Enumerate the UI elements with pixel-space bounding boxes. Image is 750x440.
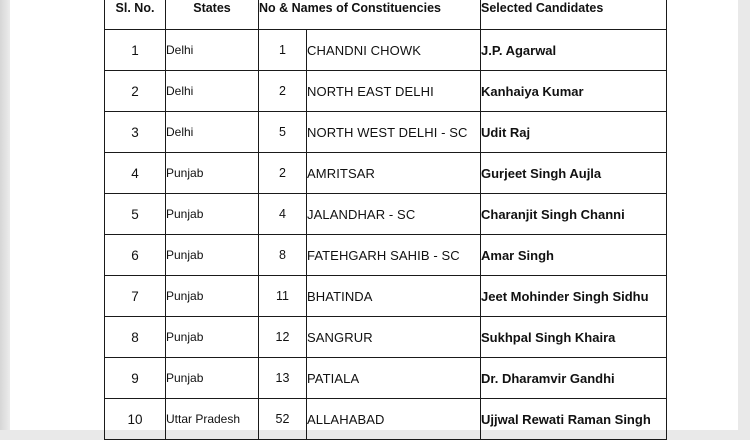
cell-constituency-name: AMRITSAR <box>307 153 481 194</box>
cell-constituency-no: 52 <box>259 399 307 440</box>
cell-sl-no: 3 <box>105 112 166 153</box>
cell-constituency-name: JALANDHAR - SC <box>307 194 481 235</box>
cell-sl-no: 6 <box>105 235 166 276</box>
cell-candidate: Amar Singh <box>481 235 667 276</box>
cell-state: Delhi <box>166 71 259 112</box>
cell-state: Punjab <box>166 317 259 358</box>
cell-constituency-name: BHATINDA <box>307 276 481 317</box>
cell-constituency-name: ALLAHABAD <box>307 399 481 440</box>
cell-constituency-no: 2 <box>259 71 307 112</box>
cell-constituency-no: 13 <box>259 358 307 399</box>
table-row <box>105 153 667 194</box>
cell-sl-no: 2 <box>105 71 166 112</box>
cell-state: Punjab <box>166 276 259 317</box>
cell-constituency-no: 4 <box>259 194 307 235</box>
cell-candidate: Sukhpal Singh Khaira <box>481 317 667 358</box>
header-constituencies: No & Names of Constituencies <box>259 0 481 30</box>
header-selected-candidates: Selected Candidates <box>481 0 667 30</box>
cell-sl-no: 9 <box>105 358 166 399</box>
header-sl-no: Sl. No. <box>105 0 166 30</box>
cell-candidate: Charanjit Singh Channi <box>481 194 667 235</box>
cell-state: Punjab <box>166 358 259 399</box>
cell-state: Punjab <box>166 153 259 194</box>
table-row <box>105 276 667 317</box>
cell-candidate: Jeet Mohinder Singh Sidhu <box>481 276 667 317</box>
cell-sl-no: 7 <box>105 276 166 317</box>
cell-sl-no: 4 <box>105 153 166 194</box>
cell-sl-no: 1 <box>105 30 166 71</box>
table-row <box>105 235 667 276</box>
cell-constituency-name: PATIALA <box>307 358 481 399</box>
cell-constituency-no: 12 <box>259 317 307 358</box>
cell-sl-no: 10 <box>105 399 166 440</box>
cell-state: Uttar Pradesh <box>166 399 259 440</box>
cell-constituency-no: 11 <box>259 276 307 317</box>
cell-constituency-no: 2 <box>259 153 307 194</box>
cell-candidate: Gurjeet Singh Aujla <box>481 153 667 194</box>
cell-sl-no: 5 <box>105 194 166 235</box>
cell-constituency-name: FATEHGARH SAHIB - SC <box>307 235 481 276</box>
cell-constituency-name: SANGRUR <box>307 317 481 358</box>
cell-state: Delhi <box>166 112 259 153</box>
cell-candidate: Dr. Dharamvir Gandhi <box>481 358 667 399</box>
document-page <box>10 0 738 430</box>
cell-constituency-name: NORTH WEST DELHI - SC <box>307 112 481 153</box>
cell-constituency-name: NORTH EAST DELHI <box>307 71 481 112</box>
header-states: States <box>166 0 259 30</box>
cell-sl-no: 8 <box>105 317 166 358</box>
table-row <box>105 71 667 112</box>
cell-state: Punjab <box>166 235 259 276</box>
table-header-row <box>105 0 667 30</box>
table-row <box>105 399 667 440</box>
table-row <box>105 112 667 153</box>
cell-candidate: Udit Raj <box>481 112 667 153</box>
candidates-table <box>104 0 667 440</box>
cell-candidate: Ujjwal Rewati Raman Singh <box>481 399 667 440</box>
table-row <box>105 358 667 399</box>
cell-constituency-no: 1 <box>259 30 307 71</box>
cell-state: Punjab <box>166 194 259 235</box>
cell-candidate: Kanhaiya Kumar <box>481 71 667 112</box>
cell-state: Delhi <box>166 30 259 71</box>
cell-constituency-no: 5 <box>259 112 307 153</box>
table-row <box>105 194 667 235</box>
table-row <box>105 317 667 358</box>
cell-constituency-no: 8 <box>259 235 307 276</box>
cell-constituency-name: CHANDNI CHOWK <box>307 30 481 71</box>
table-row <box>105 30 667 71</box>
page-edge-shadow <box>0 0 10 430</box>
cell-candidate: J.P. Agarwal <box>481 30 667 71</box>
